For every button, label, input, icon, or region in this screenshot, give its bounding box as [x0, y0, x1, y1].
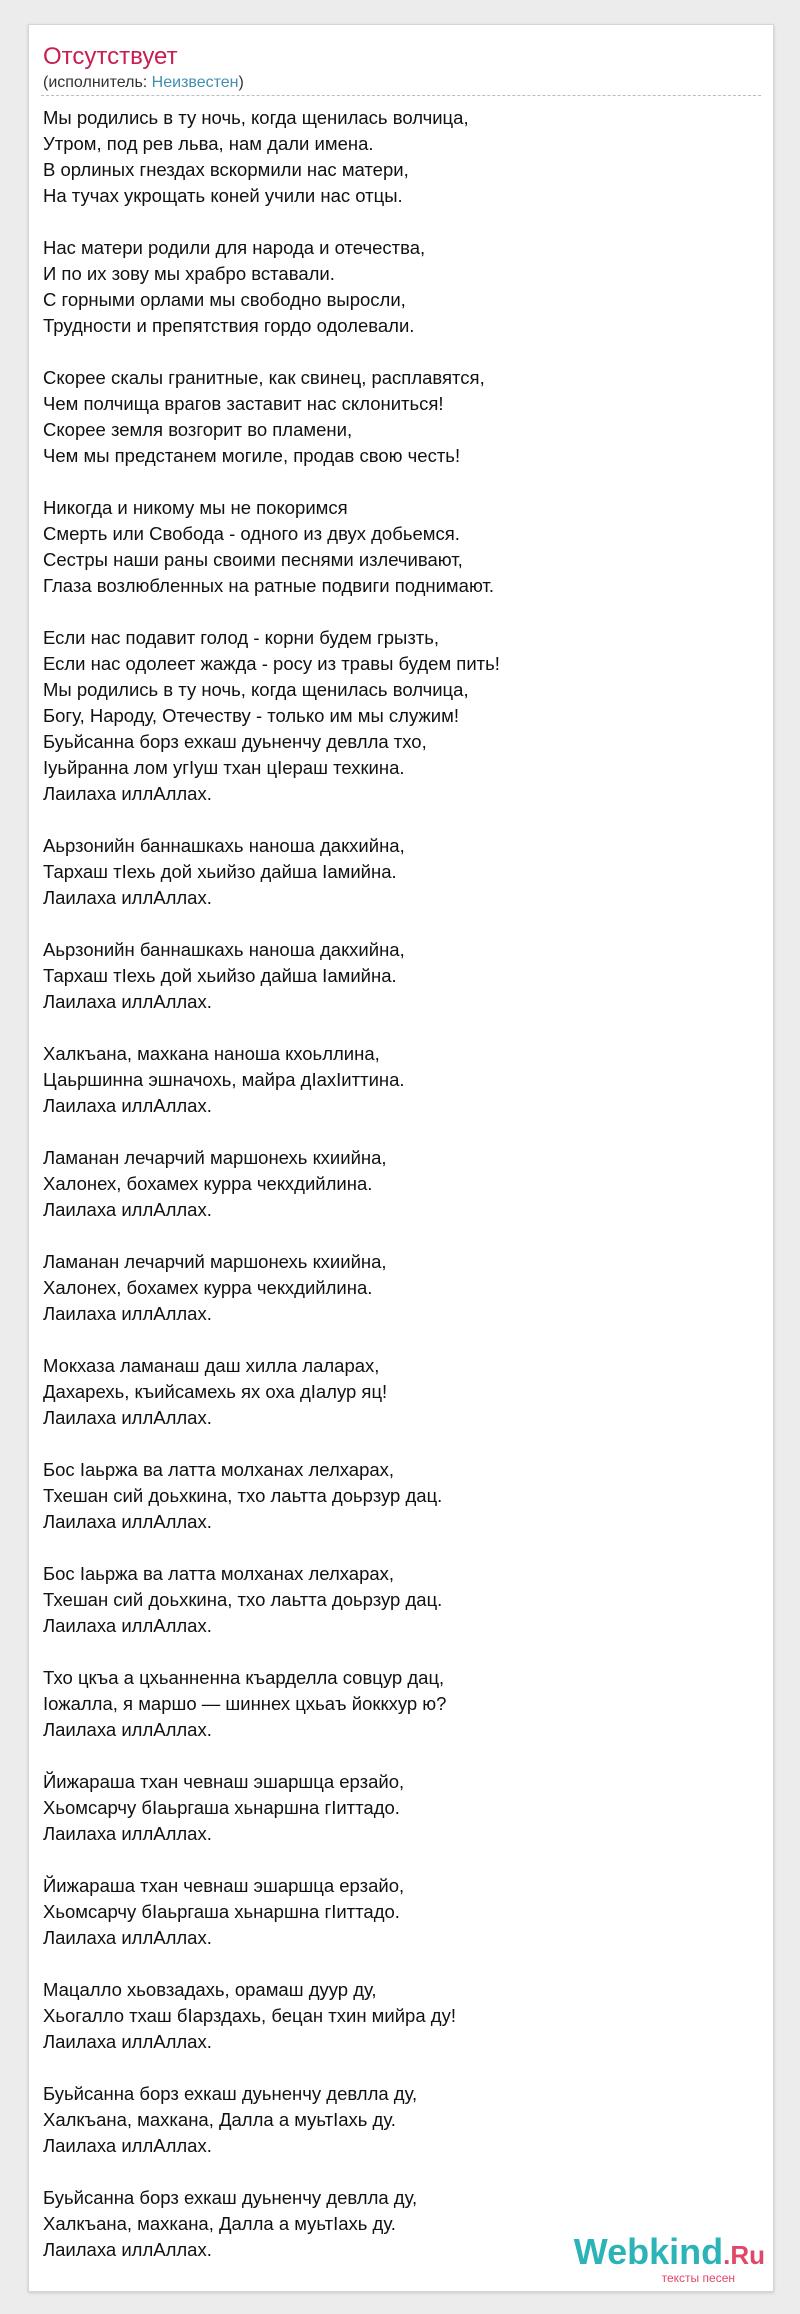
lyric-line: Смерть или Свобода - одного из двух добьемся. — [43, 523, 460, 544]
lyric-line: Трудности и препятствия гордо одолевали. — [43, 315, 415, 336]
lyric-line: Йижараша тхан чевнаш эшаршца ерзайо, — [43, 1771, 405, 1792]
lyric-line: Iожалла, я маршо — шиннех цхьаъ йоккхур ю? — [43, 1693, 447, 1714]
artist-suffix: ) — [238, 74, 244, 91]
lyric-line: Цаьршинна эшначохь, майра дIахIиттина. — [43, 1069, 405, 1090]
stanza — [43, 1769, 759, 1847]
lyric-line: Если нас одолеет жажда - росу из травы будем пить! — [43, 653, 500, 674]
lyric-line: Лаилаха иллАллах. — [43, 2135, 212, 2156]
lyric-line: Буьйсанна борз ехкаш дуьненчу девлла тхо, — [43, 731, 427, 752]
lyric-line: Бос Iаьржа ва латта молханах лелхарах, — [43, 1459, 395, 1480]
lyric-line: Дахарехь, къийсамехь ях оха дIалур яц! — [43, 1381, 388, 1402]
lyric-line: Халкъана, махкана наноша кхоьллина, — [43, 1043, 380, 1064]
lyric-line: Лаилаха иллАллах. — [43, 1615, 212, 1636]
lyric-line: Богу, Народу, Отечеству - только им мы служим! — [43, 705, 459, 726]
lyric-line: Хьогалло тхаш бIарздахь, бецан тхин мийра ду! — [43, 2005, 456, 2026]
artist-link[interactable]: Неизвестен — [151, 74, 239, 91]
lyrics-body — [43, 105, 759, 2289]
lyric-line: Лаилаха иллАллах. — [43, 1719, 212, 1740]
lyric-line: Мокхаза ламанаш даш хилла лаларах, — [43, 1355, 380, 1376]
lyric-line: Лаилаха иллАллах. — [43, 991, 212, 1012]
lyric-line: Сестры наши раны своими песнями излечивают, — [43, 549, 463, 570]
stanza — [43, 495, 759, 599]
lyric-line: Йижараша тхан чевнаш эшаршца ерзайо, — [43, 1875, 405, 1896]
stanza — [43, 833, 759, 911]
lyric-line: Ламанан лечарчий маршонехь кхиийна, — [43, 1147, 387, 1168]
lyric-line: Чем полчища врагов заставит нас склониться! — [43, 393, 444, 414]
lyric-line: Тархаш тIехь дой хьийзо дайша Iамийна. — [43, 861, 397, 882]
lyric-line: Лаилаха иллАллах. — [43, 1927, 212, 1948]
lyric-line: Лаилаха иллАллах. — [43, 1199, 212, 1220]
site-logo[interactable] — [573, 2231, 765, 2285]
lyric-line: Глаза возлюбленных на ратные подвиги поднимают. — [43, 575, 494, 596]
lyric-line: Буьйсанна борз ехкаш дуьненчу девлла ду, — [43, 2187, 418, 2208]
stanza — [43, 1873, 759, 1951]
lyric-line: Утром, под рев льва, нам дали имена. — [43, 133, 374, 154]
lyric-line: В орлиных гнездах вскормили нас матери, — [43, 159, 409, 180]
lyric-line: Лаилаха иллАллах. — [43, 2239, 212, 2260]
lyric-line: Если нас подавит голод - корни будем грызть, — [43, 627, 440, 648]
lyric-line: Iуьйранна лом угIуш тхан цIераш техкина. — [43, 757, 405, 778]
lyric-line: Тхо цкъа а цхьанненна къарделла совцур дац, — [43, 1667, 445, 1688]
logo-tagline: тексты песен — [661, 2271, 735, 2285]
lyric-line: Ламанан лечарчий маршонехь кхиийна, — [43, 1251, 387, 1272]
stanza — [43, 1353, 759, 1431]
lyric-line: С горными орлами мы свободно выросли, — [43, 289, 406, 310]
lyric-line: Хьомсарчу бIаьргаша хьнаршна гIиттадо. — [43, 1797, 400, 1818]
stanza — [43, 1457, 759, 1535]
stanza — [43, 1041, 759, 1119]
lyric-line: Халонех, бохамех курра чекхдийлина. — [43, 1277, 373, 1298]
title-divider — [41, 95, 761, 96]
lyric-line: Халонех, бохамех курра чекхдийлина. — [43, 1173, 373, 1194]
stanza — [43, 2081, 759, 2159]
stanza — [43, 1561, 759, 1639]
lyric-line: Халкъана, махкана, Далла а муьтIахь ду. — [43, 2213, 396, 2234]
lyric-line: На тучах укрощать коней учили нас отцы. — [43, 185, 403, 206]
lyric-line: Лаилаха иллАллах. — [43, 887, 212, 908]
lyric-line: Лаилаха иллАллах. — [43, 1095, 212, 1116]
artist-line — [43, 74, 244, 92]
lyric-line: Лаилаха иллАллах. — [43, 1823, 212, 1844]
lyric-line: Лаилаха иллАллах. — [43, 783, 212, 804]
lyric-line: Хьомсарчу бIаьргаша хьнаршна гIиттадо. — [43, 1901, 400, 1922]
stanza — [43, 105, 759, 209]
lyric-line: Чем мы предстанем могиле, продав свою честь! — [43, 445, 461, 466]
song-title: Отсутствует — [43, 43, 178, 70]
lyric-line: Буьйсанна борз ехкаш дуьненчу девлла ду, — [43, 2083, 418, 2104]
lyric-line: Никогда и никому мы не покоримся — [43, 497, 348, 518]
lyric-line: Аьрзонийн баннашкахь наноша дакхийна, — [43, 939, 405, 960]
lyric-line: И по их зову мы храбро вставали. — [43, 263, 335, 284]
stanza — [43, 937, 759, 1015]
lyric-line: Тхешан сий доьхкина, тхо лаьтта доьрзур дац. — [43, 1589, 443, 1610]
lyric-line: Тархаш тIехь дой хьийзо дайша Iамийна. — [43, 965, 397, 986]
lyric-line: Лаилаха иллАллах. — [43, 2031, 212, 2052]
stanza — [43, 1145, 759, 1223]
stanza — [43, 1977, 759, 2055]
lyric-line: Скорее земля возгорит во пламени, — [43, 419, 353, 440]
lyric-line: Лаилаха иллАллах. — [43, 1511, 212, 1532]
logo-tld: .Ru — [723, 2240, 765, 2270]
artist-prefix: (исполнитель: — [43, 74, 152, 91]
lyric-line: Нас матери родили для народа и отечества, — [43, 237, 426, 258]
lyric-line: Мацалло хьовзадахь, орамаш дуур ду, — [43, 1979, 377, 2000]
logo-wordmark: Webkind — [573, 2231, 724, 2272]
stanza — [43, 1249, 759, 1327]
lyric-line: Бос Iаьржа ва латта молханах лелхарах, — [43, 1563, 395, 1584]
stanza — [43, 1665, 759, 1743]
lyric-line: Халкъана, махкана, Далла а муьтIахь ду. — [43, 2109, 396, 2130]
stanza — [43, 365, 759, 469]
lyric-line: Лаилаха иллАллах. — [43, 1303, 212, 1324]
lyric-line: Мы родились в ту ночь, когда щенилась волчица, — [43, 679, 469, 700]
lyrics-card — [28, 24, 774, 2292]
lyric-line: Тхешан сий доьхкина, тхо лаьтта доьрзур дац. — [43, 1485, 443, 1506]
lyric-line: Мы родились в ту ночь, когда щенилась волчица, — [43, 107, 469, 128]
lyric-line: Скорее скалы гранитные, как свинец, расплавятся, — [43, 367, 485, 388]
lyric-line: Лаилаха иллАллах. — [43, 1407, 212, 1428]
lyric-line: Аьрзонийн баннашкахь наноша дакхийна, — [43, 835, 405, 856]
stanza — [43, 235, 759, 339]
stanza — [43, 625, 759, 807]
